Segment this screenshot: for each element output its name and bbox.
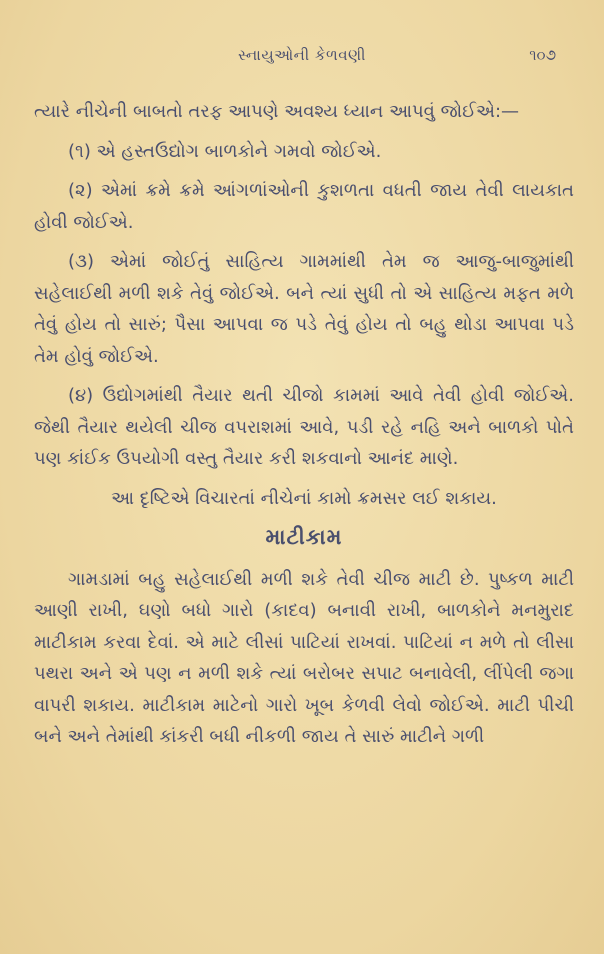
point-3-paragraph: (૩) એમાં જોઈતું સાહિત્ય ગામમાંથી તેમ જ આજુ-બાજુમાંથી સહેલાઈથી મળી શકે તેવું જોઈએ. બને ત્યાં સુધી તો એ સાહિત્ય મફત મળે તેવું હોય તો સારું; પૈસા આપવા જ પડે તેવું હોય તો બહુ થોડા આપવા પડે તેમ હોવું જોઈએ. bbox=[34, 251, 574, 367]
page-body bbox=[34, 96, 574, 761]
intro-paragraph: ત્યારે નીચેની બાબતો તરફ આપણે અવશ્ય ધ્યાન આપવું જોઈએ:— bbox=[34, 101, 520, 122]
point-4-paragraph: (૪) ઉદ્યોગમાંથી તૈયાર થતી ચીજો કામમાં આવે તેવી હોવી જોઈએ. જેથી તૈયાર થયેલી ચીજ વપરાશમાં આવે, પડી રહે નહિ અને બાળકો પોતે પણ કાંઈક ઉપયોગી વસ્તુ તૈયાર કરી શકવાનો આનંદ માણે. bbox=[34, 385, 574, 469]
point-1-paragraph: (૧) એ હસ્તઉદ્યોગ બાળકોને ગમવો જોઈએ. bbox=[68, 140, 382, 162]
page-number: ૧૦૭ bbox=[529, 46, 556, 64]
running-title: સ્નાયુઓની કેળવણી bbox=[238, 46, 366, 64]
page-header bbox=[0, 46, 604, 70]
clay-paragraph: ગામડામાં બહુ સહેલાઈથી મળી શકે તેવી ચીજ માટી છે. પુષ્કળ માટી આણી રાખી, ઘણો બધો ગારો (કાદવ) બનાવી રાખી, બાળકોને મનમુરાદ માટીકામ કરવા દેવાં. એ માટે લીસાં પાટિયાં રાખવાં. પાટિયાં ન મળે તો લીસા પથરા અને એ પણ ન મળી શકે ત્યાં બરોબર સપાટ બનાવેલી, લીંપેલી જગા વાપરી શકાય. માટીકામ માટેનો ગારો ખૂબ કેળવી લેવો જોઈએ. માટી પીચી બને અને તેમાંથી કાંકરી બધી નીકળી જાય તે સારું માટીને ગળી bbox=[34, 568, 574, 747]
point-2-paragraph: (૨) એમાં ક્રમે ક્રમે આંગળાંઓની કુશળતા વધતી જાય તેવી લાયકાત હોવી જોઈએ. bbox=[34, 180, 574, 233]
summary-line: આ દૃષ્ટિએ વિચારતાં નીચેનાં કામો ક્રમસર લઈ શકાય. bbox=[111, 487, 497, 509]
section-heading: માટીકામ bbox=[265, 525, 343, 549]
